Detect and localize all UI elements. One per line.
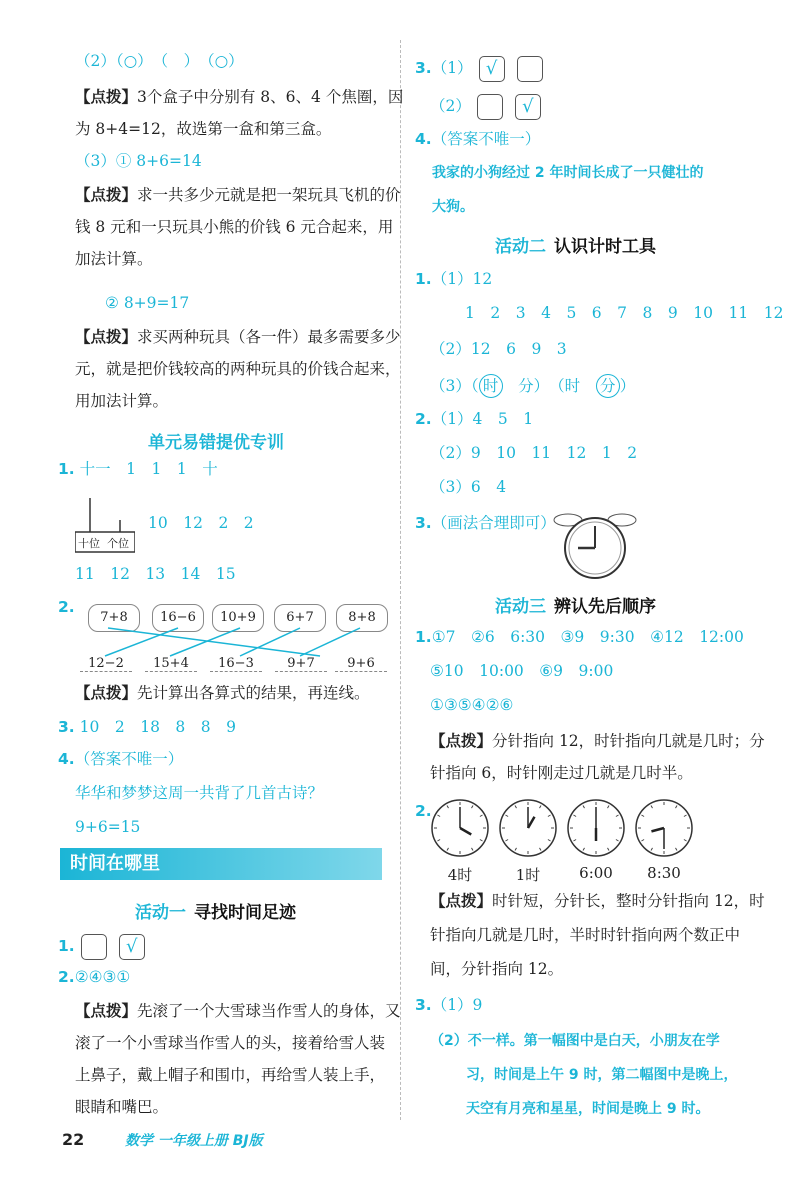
minute-text: 分 xyxy=(518,377,534,395)
checkbox-checked: √ xyxy=(479,56,505,82)
tip-line: 为 8+4=12，故选第一盒和第三盒。 xyxy=(75,120,332,138)
answer-line: （3）（ 时 分） （时 分 ） xyxy=(430,374,635,398)
match-line xyxy=(170,628,240,656)
question-number: 3. xyxy=(415,59,432,77)
tip-line: 眼睛和嘴巴。 xyxy=(75,1098,169,1116)
clock-label: 4时 xyxy=(447,866,473,884)
checkbox-checked: √ xyxy=(119,934,145,960)
circled-minute: 分 xyxy=(596,374,620,398)
abacus-ones-label: 个位 xyxy=(107,537,129,550)
question-number: 3. xyxy=(58,718,75,736)
activity-title xyxy=(135,898,296,923)
answer-text: ①7 ②6 6:30 ③9 9:30 ④12 12:00 xyxy=(431,628,744,646)
page-number: 22 xyxy=(62,1130,85,1149)
question-number: 1. xyxy=(415,628,432,646)
tip-line: 钱 8 元和一只玩具小熊的价钱 6 元合起来，用 xyxy=(75,218,394,236)
question-number: 1. xyxy=(58,937,75,955)
question-number: 1. xyxy=(58,460,75,478)
answer-line: （3）6 4 xyxy=(430,478,507,496)
activity-name: 辨认先后顺序 xyxy=(554,597,656,617)
answer-line: 天空有月亮和星星，时间是晚上 9 时。 xyxy=(466,1101,710,1117)
a2-line xyxy=(58,966,130,988)
tip-text: 3个盒子中分别有 8、6、4 个焦圈，因 xyxy=(137,88,404,106)
question-number: 2. xyxy=(58,968,75,986)
tip-tag: 【点拨】 xyxy=(75,186,138,204)
activity-name: 寻找时间足迹 xyxy=(194,903,296,923)
answer-line: （2）12 6 9 3 xyxy=(430,340,567,358)
footer-text: 数学 一年级上册 BJ版 xyxy=(125,1133,263,1149)
question-number: 3. xyxy=(415,996,432,1014)
a1-line xyxy=(58,934,151,960)
checkbox-empty xyxy=(81,934,107,960)
answer-line: 习，时间是上午 9 时，第二幅图中是晚上， xyxy=(466,1067,738,1083)
tip-tag: 【点拨】 xyxy=(75,328,138,346)
tip-text: 先计算出各算式的结果，再连线。 xyxy=(137,684,370,702)
answer-line: （2）（○） （ ） （○） xyxy=(75,52,244,70)
answer-expression: 9+7 xyxy=(275,656,327,672)
tip-line: 针指向 6，时针刚走过几就是几时半。 xyxy=(430,764,693,782)
activity-title xyxy=(495,592,656,617)
abacus-tens-label: 十位 xyxy=(78,537,100,550)
question-number: 4. xyxy=(415,130,432,148)
tip-tag: 【点拨】 xyxy=(75,684,138,702)
unit-banner: 时间在哪里 xyxy=(60,848,382,880)
tip-line: 加法计算。 xyxy=(75,250,153,268)
activity-title xyxy=(495,232,656,257)
clock-figure xyxy=(566,798,626,882)
question-number: 1. xyxy=(415,270,432,288)
question-number: 4. xyxy=(58,750,75,768)
tip-line: 间，分针指向 12。 xyxy=(430,960,564,978)
match-line xyxy=(300,628,360,656)
clock-label: 8:30 xyxy=(647,864,681,882)
tip-line xyxy=(430,730,765,752)
clock-label: 6:00 xyxy=(579,864,613,882)
activity-number: 活动二 xyxy=(495,237,546,257)
expression-cloud: 16−6 xyxy=(152,604,204,632)
clock-icon xyxy=(634,798,694,858)
answer-line: 11 12 13 14 15 xyxy=(75,565,236,583)
answer-line: 9+6=15 xyxy=(75,818,141,836)
sub-number: （2） xyxy=(430,97,471,115)
alarm-clock-icon xyxy=(550,512,640,582)
r4-line xyxy=(415,128,540,150)
answer-expression: 15+4 xyxy=(145,656,197,672)
answer-line: 1 2 3 4 5 6 7 8 9 10 11 12 xyxy=(465,304,784,322)
q4-line xyxy=(58,748,183,770)
answer-text: 10 2 18 8 8 9 xyxy=(79,718,237,736)
clock-label: 1时 xyxy=(515,866,541,884)
hour-text: 时 xyxy=(564,377,581,395)
answer-prefix: （3）（ xyxy=(430,377,479,395)
activity-number: 活动一 xyxy=(135,903,186,923)
tip-text: 求一共多少元就是把一架玩具飞机的价 xyxy=(137,186,401,204)
answer-line: 10 12 2 2 xyxy=(148,514,254,532)
answer-line: （2）不一样。第一幅图中是白天，小朋友在学 xyxy=(430,1033,720,1049)
tip-text: 求买两种玩具（各一件）最多需要多少 xyxy=(137,328,401,346)
tip-line: 元，就是把价钱较高的两种玩具的价钱合起来， xyxy=(75,360,401,378)
b1-line xyxy=(415,268,492,290)
r3-line xyxy=(415,56,549,82)
matching-lines xyxy=(0,0,400,700)
clock-icon xyxy=(566,798,626,858)
r3b-line xyxy=(430,94,547,120)
answer-text: （1）9 xyxy=(431,996,483,1014)
tip-tag: 【点拨】 xyxy=(430,892,493,910)
answer-text: （答案不唯一） xyxy=(74,750,184,768)
expression-cloud: 6+7 xyxy=(274,604,326,632)
checkbox-empty xyxy=(477,94,503,120)
tip-line: 用加法计算。 xyxy=(75,392,169,410)
answer-line: （3）① 8+6=14 xyxy=(75,152,202,170)
clock-figure xyxy=(430,798,490,885)
answer-line: ② 8+9=17 xyxy=(105,294,190,312)
answer-text: （1）12 xyxy=(431,270,493,288)
tip-tag: 【点拨】 xyxy=(75,1002,138,1020)
answer-text: （1）4 5 1 xyxy=(431,410,534,428)
tip-text: 先滚了一个大雪球当作雪人的身体，又 xyxy=(137,1002,401,1020)
question-number: 2. xyxy=(415,410,432,428)
c3-line xyxy=(415,994,482,1016)
question-number: 2. xyxy=(415,802,432,820)
tip-tag: 【点拨】 xyxy=(430,732,493,750)
tip-line: 滚了一个小雪球当作雪人的头，接着给雪人装 xyxy=(75,1034,386,1052)
tip-text: 分针指向 12，时针指向几就是几时；分 xyxy=(492,732,765,750)
b2-line xyxy=(415,408,533,430)
checkbox-checked: √ xyxy=(515,94,541,120)
answer-line: ⑤10 10:00 ⑥9 9:00 xyxy=(430,662,614,680)
answer-line: 我家的小狗经过 2 年时间长成了一只健壮的 xyxy=(432,165,704,181)
tip-line xyxy=(75,1000,401,1022)
clock-icon xyxy=(430,798,490,858)
expression-cloud: 10+9 xyxy=(212,604,264,632)
clock-figure xyxy=(498,798,558,885)
section-title-text: 单元易错提优专训 xyxy=(148,433,284,453)
answer-text: （画法合理即可） xyxy=(431,514,556,532)
answer-line: ①③⑤④②⑥ xyxy=(430,696,514,714)
activity-name: 认识计时工具 xyxy=(554,237,656,257)
circled-hour: 时 xyxy=(479,374,503,398)
answer-text: ②④③① xyxy=(74,968,131,986)
activity-number: 活动三 xyxy=(495,597,546,617)
answer-line: 华华和梦梦这周一共背了几首古诗？ xyxy=(75,784,324,802)
answer-expression: 12−2 xyxy=(80,656,132,672)
expression-cloud: 7+8 xyxy=(88,604,140,632)
answer-text: 十一 1 1 1 十 xyxy=(79,460,218,478)
tip-tag: 【点拨】 xyxy=(75,88,138,106)
question-number: 3. xyxy=(415,514,432,532)
answer-text: （答案不唯一） xyxy=(431,130,541,148)
expression-cloud: 8+8 xyxy=(336,604,388,632)
tip-line xyxy=(430,890,765,912)
answer-line: （2）9 10 11 12 1 2 xyxy=(430,444,638,462)
answer-expression: 16−3 xyxy=(210,656,262,672)
answer-expression: 9+6 xyxy=(335,656,387,672)
sub-number: （1） xyxy=(431,59,473,77)
b3-line xyxy=(415,512,556,534)
clock-icon xyxy=(498,798,558,858)
question-number: 2. xyxy=(58,598,75,616)
tip-line xyxy=(75,682,370,704)
tip-line: 针指向几就是几时，半时时针指向两个数正中 xyxy=(430,926,741,944)
c1-line xyxy=(415,626,744,648)
answer-line: 大狗。 xyxy=(432,199,474,215)
clock-figure xyxy=(634,798,694,882)
checkbox-empty xyxy=(517,56,543,82)
tip-line: 上鼻子，戴上帽子和围巾，再给雪人装上手， xyxy=(75,1066,386,1084)
q3-line xyxy=(58,716,236,738)
tip-text: 时针短，分针长，整时分针指向 12，时 xyxy=(492,892,765,910)
